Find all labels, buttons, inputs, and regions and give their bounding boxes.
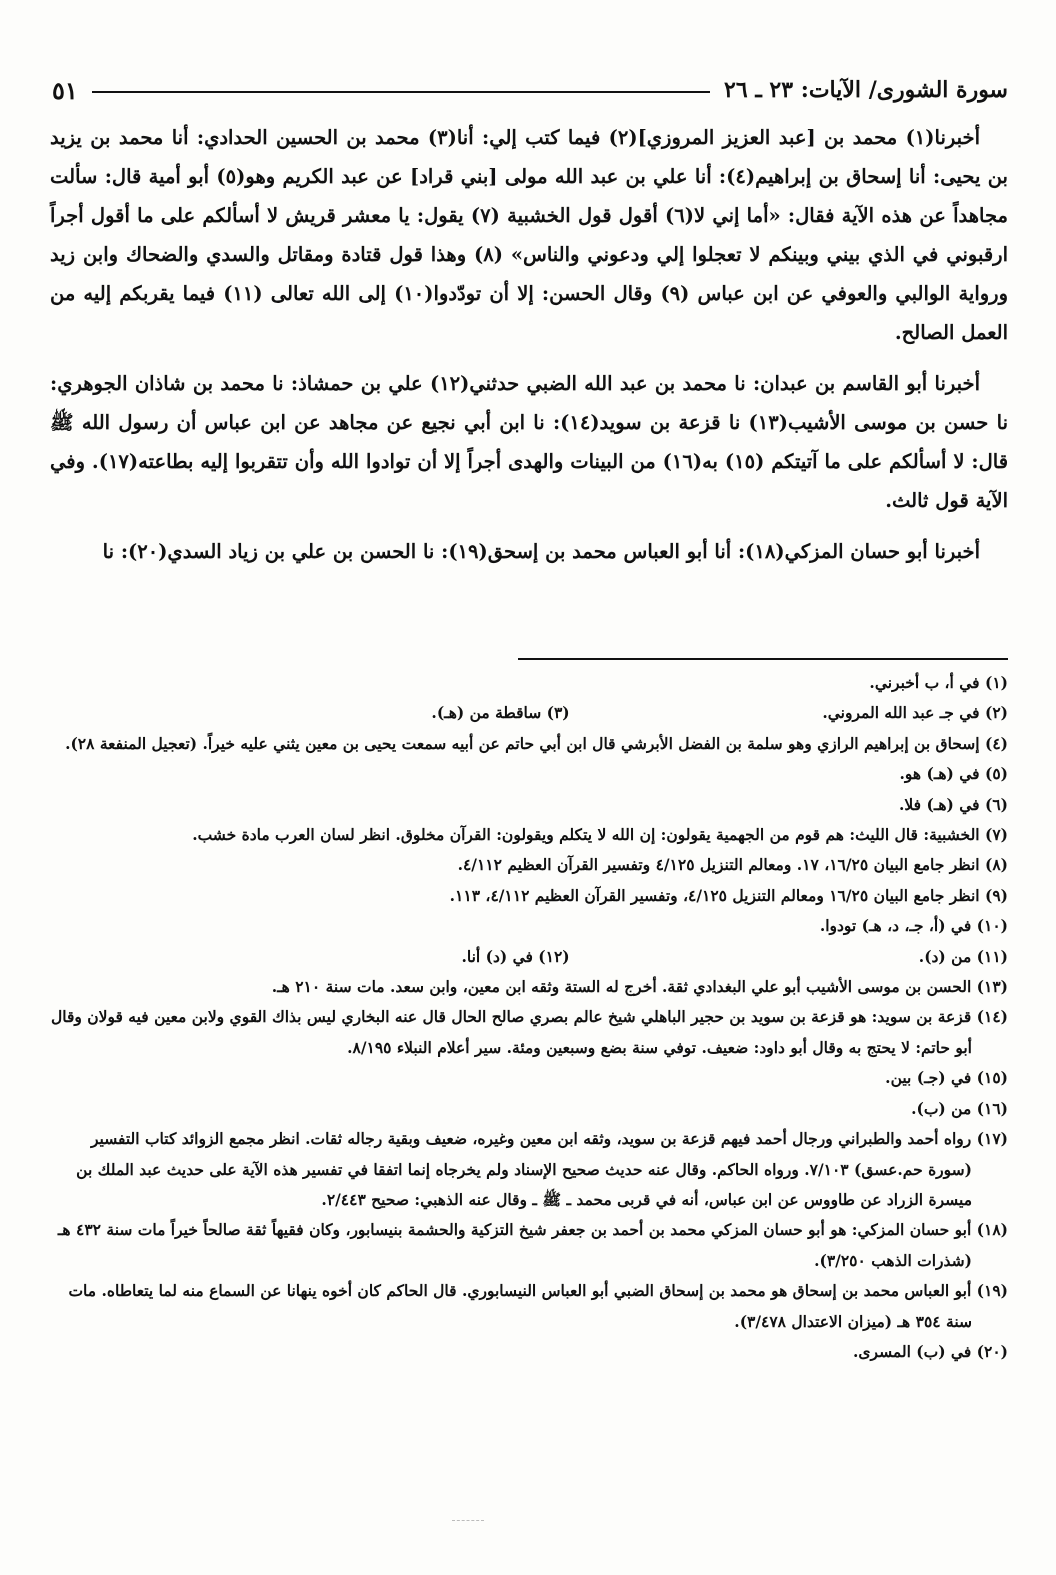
footnote: (١) في أ، ب أخبرني. xyxy=(869,673,1008,692)
running-title: سورة الشورى/ الآيات: ٢٣ ـ ٢٦ xyxy=(724,77,1008,103)
footnote: (١٢) في (د) أنا. xyxy=(461,946,570,966)
footnote: (٩) انظر جامع البيان ١٦/٢٥ ومعالم التنزيل ٤/١٢٥، وتفسير القرآن العظيم ٤/١١٢، ١١٣. xyxy=(449,885,1008,905)
footnote: (١٤) قزعة بن سويد: هو قزعة بن سويد بن حجير الباهلي شيخ عالم بصري صالح الحال قال عنه البخاري ليس بذاك القوي ولابن معين فيه قولان وقال أبو حاتم: لا يحتج به وقال أبو داود: ضعيف. توفي سنة بضع وسبعين ومئة. سير أعلام النبلاء ٨/١٩٥. xyxy=(50,1007,1008,1057)
footnote: (٣) ساقطة من (هـ). xyxy=(431,703,570,723)
footnote: (١٥) في (جـ) بين. xyxy=(885,1068,1008,1088)
footnote: (٢٠) في (ب) المسرى. xyxy=(852,1341,1008,1361)
footnotes xyxy=(50,668,1008,1367)
paragraph: أخبرنا أبو القاسم بن عبدان: نا محمد بن عبد الله الضبي حدثني(١٢) علي بن حمشاذ: نا محمد بن شاذان الجوهري: نا حسن بن موسى الأشيب(١٣) نا قزعة بن سويد(١٤): نا ابن أبي نجيع عن مجاهد عن ابن عباس أن رسول الله ﷺ قال: لا أسألكم على ما آتيتكم (١٥) به(١٦) من البينات والهدى أجراً إلا أن توادوا الله وأن تتقربوا إليه بطاعته(١٧). وفي الآية قول ثالث. xyxy=(50,372,1009,512)
footnote: (٤) إسحاق بن إبراهيم الرازي وهو سلمة بن الفضل الأبرشي قال ابن أبي حاتم عن أبيه سمعت يحيى بن معين يثني عليه خيراً. (تعجيل المنفعة ٢٨). xyxy=(65,733,1008,753)
page-header xyxy=(52,68,1008,112)
footnote: (١٩) أبو العباس محمد بن إسحاق هو محمد بن إسحاق الضبي أبو العباس النيسابوري. قال الحاكم كان أخوه ينهانا عن السماع منه لما يتعاطاه. مات سنة ٣٥٤ هـ (ميزان الاعتدال ٣/٤٧٨). xyxy=(68,1281,1008,1331)
page-number: ٥١ xyxy=(52,75,78,105)
footnote: (٥) في (هـ) هو. xyxy=(899,764,1008,784)
footnote: (٢) في جـ عبد الله المروني. xyxy=(822,703,1008,723)
main-text xyxy=(50,118,1008,583)
footnote: (١٧) رواه أحمد والطبراني ورجال أحمد فيهم قزعة بن سويد، وثقه ابن معين وغيره، ضعيف وبقية رجاله ثقات. انظر مجمع الزوائد كتاب التفسير (سورة حم.عسق) ٧/١٠٣. ورواه الحاكم. وقال عنه حديث صحيح الإسناد ولم يخرجاه إنما اتفقا في تفسير هذه الآية على حديث عبد الملك بن ميسرة الزراد عن طاووس عن ابن عباس، أنه في قربى محمد ـ ﷺ ـ وقال عنه الذهبي: صحيح ٢/٤٤٣. xyxy=(76,1129,1008,1209)
header-rule xyxy=(92,91,710,93)
paragraph: أخبرنا(١) محمد بن [عبد العزيز المروزي](٢) فيما كتب إلي: أنا(٣) محمد بن الحسين الحدادي: أنا محمد بن يزيد بن يحيى: أنا إسحاق بن إبراهيم(٤): أنا علي بن عبد الله مولى [بني قراد] عن عبد الكريم وهو(٥) أبو أمية قال: سألت مجاهداً عن هذه الآية فقال: «أما إني لا(٦) أقول قول الخشبية (٧) يقول: يا معشر قريش لا أسألكم على ما أقول أجراً ارقبوني في الذي بيني وبينكم لا تعجلوا إلي ودعوني والناس» (٨) وهذا قول قتادة ومقاتل والسدي والضحاك وابن زيد ورواية الوالبي والعوفي عن ابن عباس (٩) وقال الحسن: إلا أن تودّدوا(١٠) إلى الله تعالى (١١) فيما يقربكم إليه من العمل الصالح. xyxy=(50,126,1009,344)
page-bottom-mark xyxy=(452,1520,484,1521)
footnote: (١٣) الحسن بن موسى الأشيب أبو علي البغدادي ثقة. أخرج له الستة وثقه ابن معين، وابن سعد. مات سنة ٢١٠ هـ. xyxy=(271,977,1008,997)
footnote: (١٨) أبو حسان المزكي: هو أبو حسان المزكي محمد بن أحمد بن جعفر شيخ التزكية والحشمة بنيسابور، وكان فقيهاً ثقة صالحاً خيراً مات سنة ٤٣٢ هـ (شذرات الذهب ٣/٢٥٠). xyxy=(57,1220,1008,1270)
footnote-separator xyxy=(518,658,1008,660)
footnote: (٦) في (هـ) فلا. xyxy=(899,794,1008,814)
footnote: (١٦) من (ب). xyxy=(911,1098,1008,1118)
footnote: (٧) الخشبية: قال الليث: هم قوم من الجهمية يقولون: إن الله لا يتكلم ويقولون: القرآن مخلوق. انظر لسان العرب مادة خشب. xyxy=(192,825,1008,845)
footnote: (٨) انظر جامع البيان ١٦/٢٥، ١٧. ومعالم التنزيل ٤/١٢٥ وتفسير القرآن العظيم ٤/١١٢. xyxy=(457,855,1008,875)
footnote-pair xyxy=(50,942,1008,972)
footnote-pair xyxy=(50,698,1008,728)
paragraph: أخبرنا أبو حسان المزكي(١٨): أنا أبو العباس محمد بن إسحق(١٩): نا الحسن بن علي بن زياد السدي(٢٠): نا xyxy=(102,540,980,563)
footnote: (١٠) في (أ، جـ، د، هـ) تودوا. xyxy=(819,916,1008,936)
footnote: (١١) من (د). xyxy=(918,946,1008,966)
